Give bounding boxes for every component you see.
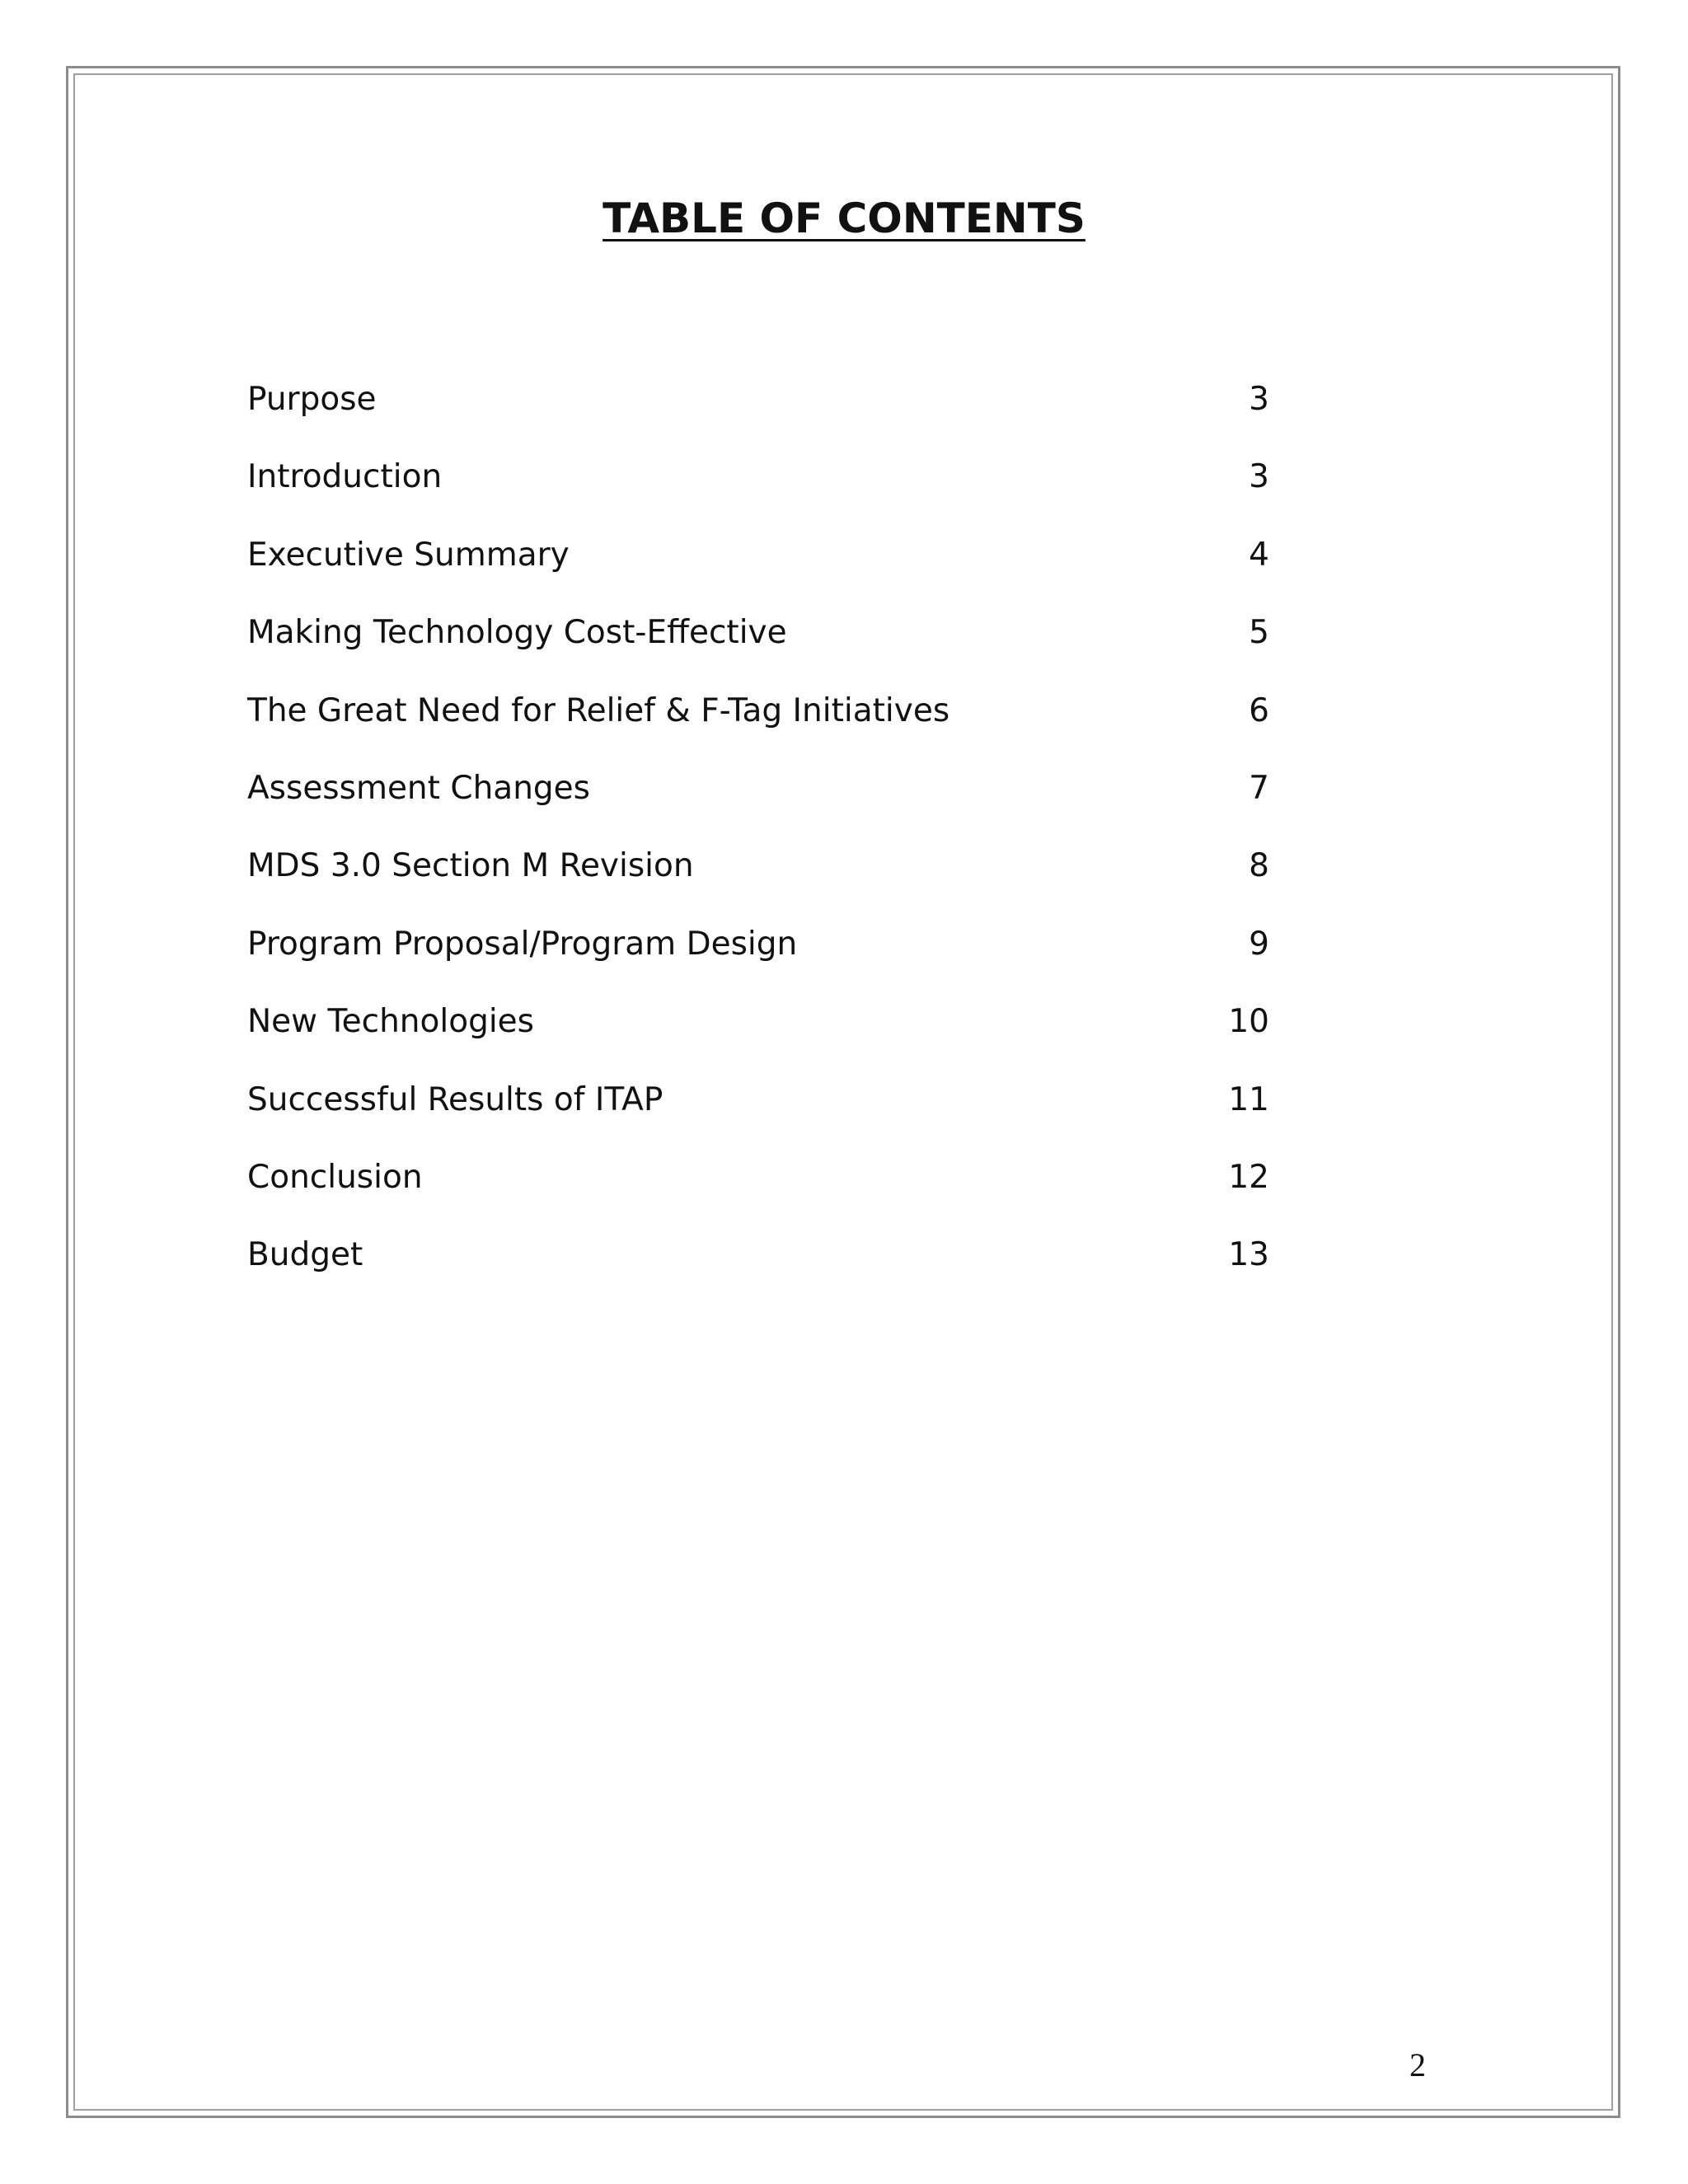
toc-entry-assessment-changes [247,764,1269,841]
toc-entry-page: 7 [1249,769,1269,807]
toc-entry-mds-section-m [247,841,1269,919]
toc-entry-label: MDS 3.0 Section M Revision [247,847,694,885]
toc-entry-page: 8 [1249,847,1269,885]
toc-entry-label: Successful Results of ITAP [247,1080,663,1118]
page-number: 2 [1409,2046,1426,2083]
toc-entry-making-technology [247,608,1269,686]
toc-entry-label: Assessment Changes [247,769,590,807]
toc-entry-new-technologies [247,997,1269,1075]
toc-entry-label: Making Technology Cost-Effective [247,614,787,652]
toc-entry-label: Conclusion [247,1158,423,1196]
toc-entry-budget [247,1230,1269,1308]
toc-entry-page: 11 [1228,1080,1269,1118]
toc-entry-label: Budget [247,1236,363,1274]
toc-entry-introduction [247,452,1269,530]
page-title [0,194,1688,242]
toc-entry-label: Introduction [247,458,443,496]
toc-entry-page: 12 [1228,1158,1269,1196]
toc-entry-page: 3 [1249,458,1269,496]
toc-entry-label: Program Proposal/Program Design [247,925,798,963]
toc-entry-label: The Great Need for Relief & F-Tag Initiatives [247,691,950,729]
toc-entry-page: 6 [1249,691,1269,729]
toc-entry-page: 9 [1249,925,1269,963]
toc-entry-page: 10 [1228,1003,1269,1041]
toc-entry-label: Executive Summary [247,536,570,574]
toc-entry-page: 3 [1249,381,1269,418]
toc-entry-purpose [247,375,1269,452]
toc-entry-page: 4 [1249,536,1269,574]
toc-entry-program-proposal [247,920,1269,997]
toc-entry-great-need [247,687,1269,764]
toc-entry-successful-results [247,1076,1269,1153]
toc-entry-page: 5 [1249,614,1269,652]
toc-title-text: TABLE OF CONTENTS [603,194,1085,242]
toc-entry-conclusion [247,1153,1269,1230]
toc-entry-executive-summary [247,531,1269,608]
toc-entry-label: Purpose [247,381,377,418]
toc-list [247,375,1269,1309]
toc-entry-page: 13 [1228,1236,1269,1274]
toc-entry-label: New Technologies [247,1003,534,1041]
